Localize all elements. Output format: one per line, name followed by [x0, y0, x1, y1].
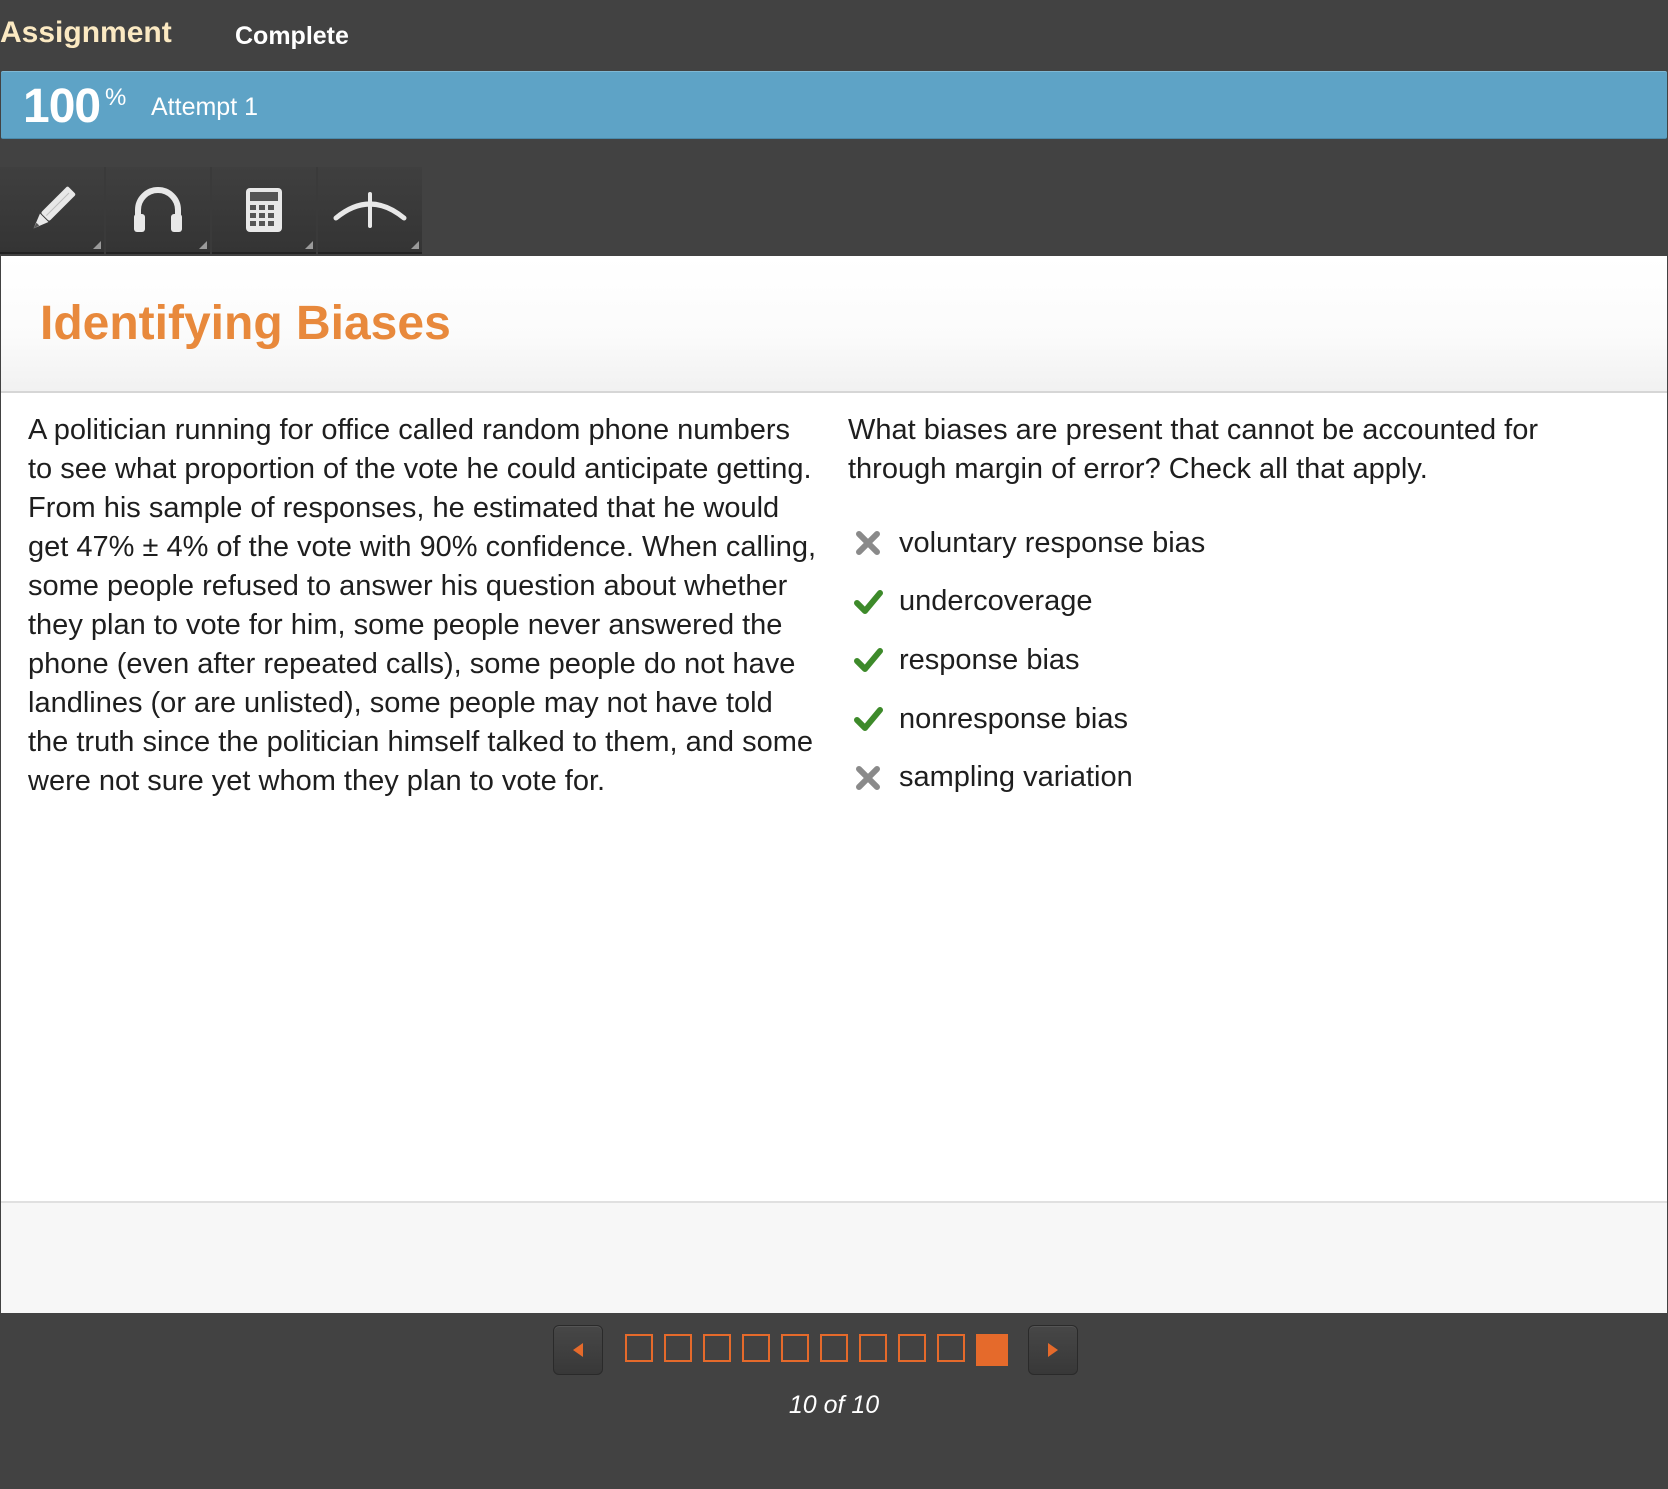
pencil-icon: [22, 180, 82, 240]
answer-option-label: nonresponse bias: [899, 702, 1128, 735]
page-counter-row: [0, 1391, 1668, 1420]
calculator-icon: [234, 180, 294, 240]
score-value: 100: [23, 80, 101, 133]
answer-option[interactable]: [851, 690, 1631, 749]
page-indicator-2[interactable]: [664, 1334, 692, 1362]
answer-option[interactable]: [851, 631, 1631, 690]
attempt-label: Attempt 1: [151, 93, 258, 121]
correct-check-icon: [851, 643, 885, 677]
reference-tool-button[interactable]: [318, 167, 422, 254]
page-indicators: [625, 1334, 1019, 1366]
page-indicator-5[interactable]: [781, 1334, 809, 1362]
calculator-tool-button[interactable]: [212, 167, 316, 254]
assignment-title: Assignment: [0, 16, 172, 49]
menu-corner-icon: [305, 241, 313, 249]
page-indicator-4[interactable]: [742, 1334, 770, 1362]
arrow-left-icon: [570, 1341, 586, 1359]
answer-options: [851, 514, 1631, 807]
menu-corner-icon: [93, 241, 101, 249]
reference-icon: [332, 180, 408, 240]
page-indicator-9[interactable]: [937, 1334, 965, 1362]
incorrect-x-icon: [851, 526, 885, 560]
question-pager: [553, 1325, 1078, 1375]
correct-check-icon: [851, 702, 885, 736]
answer-option-label: undercoverage: [899, 585, 1093, 618]
footer-band: [1, 1201, 1667, 1313]
page-indicator-8[interactable]: [898, 1334, 926, 1362]
question-passage: A politician running for office called random phone numbers to see what proportion of the vote he could anticipate getting. From his sample of responses, he estimated that he would get 47% ± 4% of the vote with 90% confidence. When calling, some people refused to answer his question about whether they plan to vote for him, some people never answered the phone (even after repeated calls), some people do not have landlines (or are unlisted), some people may not have told the truth since the politician himself talked to them, and some were not sure yet whom they plan to vote for.: [28, 414, 817, 797]
answer-option[interactable]: [851, 573, 1631, 632]
page-counter: 10 of 10: [788, 1391, 880, 1419]
answer-option[interactable]: [851, 748, 1631, 807]
arrow-right-icon: [1045, 1341, 1061, 1359]
menu-corner-icon: [199, 241, 207, 249]
answer-option-label: voluntary response bias: [899, 526, 1206, 559]
question-prompt: What biases are present that cannot be accounted for through margin of error? Check all that apply.: [848, 414, 1538, 485]
toolbar: [0, 167, 422, 254]
incorrect-x-icon: [851, 761, 885, 795]
previous-question-button[interactable]: [553, 1325, 603, 1375]
answer-option-label: response bias: [899, 643, 1080, 676]
content-panel: [1, 256, 1667, 1311]
title-band: [1, 256, 1667, 393]
next-question-button[interactable]: [1028, 1325, 1078, 1375]
page-indicator-6[interactable]: [820, 1334, 848, 1362]
page-indicator-7[interactable]: [859, 1334, 887, 1362]
answer-option-label: sampling variation: [899, 761, 1133, 794]
menu-corner-icon: [411, 241, 419, 249]
page-indicator-1[interactable]: [625, 1334, 653, 1362]
headphones-icon: [128, 180, 188, 240]
page-indicator-10[interactable]: [976, 1334, 1008, 1366]
status-text: Complete: [235, 22, 349, 50]
pencil-tool-button[interactable]: [0, 167, 104, 254]
score-percent-symbol: %: [105, 84, 127, 111]
correct-check-icon: [851, 585, 885, 619]
page-title: Identifying Biases: [40, 297, 451, 350]
audio-tool-button[interactable]: [106, 167, 210, 254]
score-bar: [1, 71, 1667, 139]
page-indicator-3[interactable]: [703, 1334, 731, 1362]
header-bar: [0, 0, 1668, 70]
answer-option[interactable]: [851, 514, 1631, 573]
